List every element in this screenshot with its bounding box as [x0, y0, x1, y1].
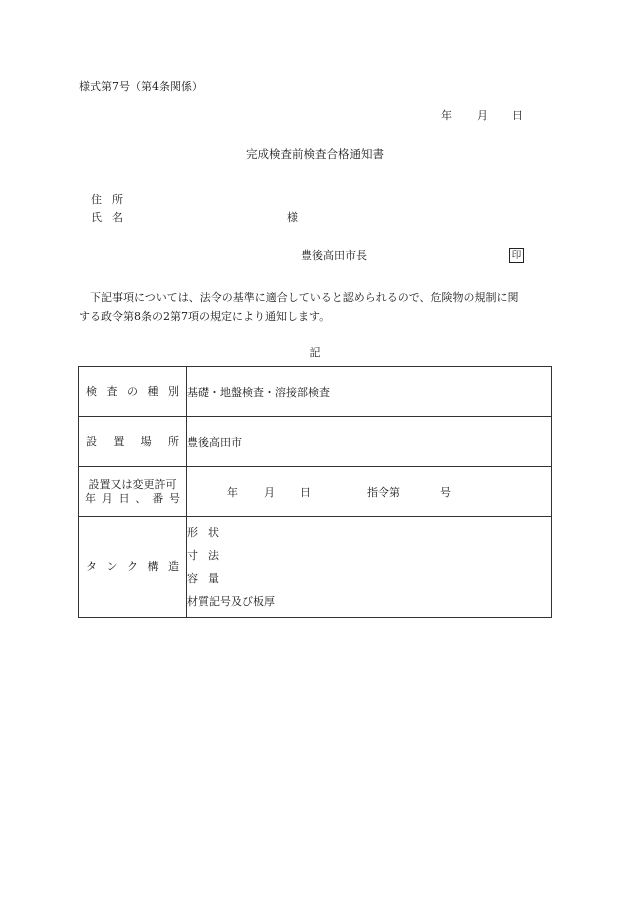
label-char: 月: [101, 491, 113, 505]
value-inspection-type: 基礎・地盤検査・溶接部検査: [187, 367, 552, 417]
label-char: の: [127, 384, 138, 398]
label-char: 所: [167, 434, 179, 448]
label-char: 査: [106, 384, 118, 398]
label-char: 種: [147, 384, 159, 398]
inspection-table: [78, 366, 552, 618]
label-char: 日: [118, 491, 130, 505]
permit-year: 年: [227, 486, 238, 499]
label-char: ク: [127, 560, 138, 573]
label-char: 検: [86, 384, 97, 398]
table-row-location: [79, 417, 552, 467]
label-char: 号: [168, 491, 180, 505]
label-location: [79, 417, 187, 467]
table-row-tank-structure: [79, 517, 552, 618]
form-number: 様式第7号（第4条関係）: [79, 80, 203, 93]
name-label: 氏名: [91, 211, 133, 224]
seal-mark: 印: [509, 248, 524, 263]
label-char: ン: [106, 560, 118, 573]
label-char: 設: [86, 434, 97, 448]
permit-number-suffix: 号: [440, 486, 451, 499]
date-day: 日: [512, 109, 523, 122]
table-row-permit: [79, 467, 552, 517]
address-label: 住所: [91, 193, 133, 206]
label-permit: [79, 467, 187, 517]
permit-day: 日: [300, 486, 311, 499]
value-permit: [187, 467, 552, 517]
label-char: タ: [86, 560, 97, 573]
value-tank-structure: [187, 517, 552, 618]
issuer-name: 豊後高田市長: [301, 249, 367, 262]
label-char: 、: [135, 491, 147, 505]
body-line-2: する政令第8条の2第7項の規定により通知します。: [79, 310, 331, 323]
label-char: 別: [168, 384, 179, 398]
date-month: 月: [477, 109, 488, 122]
tank-item-material: 材質記号及び板厚: [187, 595, 275, 608]
document-title: 完成検査前検査合格通知書: [246, 147, 384, 161]
honorific: 様: [287, 211, 298, 224]
label-permit-line2: [79, 492, 186, 506]
label-char: 構: [147, 560, 159, 573]
label-char: 年: [85, 491, 96, 505]
label-char: 置: [113, 434, 125, 448]
ki-heading: 記: [309, 346, 321, 359]
label-char: 番: [152, 491, 164, 505]
value-location: 豊後高田市: [187, 417, 552, 467]
date-year: 年: [441, 109, 452, 122]
label-tank-structure: [79, 517, 187, 618]
table-row-inspection-type: [79, 367, 552, 417]
label-char: 場: [140, 434, 152, 448]
permit-order-prefix: 指令第: [367, 486, 400, 499]
tank-item-shape: 形状: [187, 526, 229, 539]
body-line-1: 下記事項については、法令の基準に適合していると認められるので、危険物の規制に関: [90, 291, 519, 304]
label-char: 造: [168, 560, 179, 573]
body-paragraph: [79, 288, 553, 326]
tank-item-dimensions: 寸法: [187, 549, 229, 562]
tank-item-capacity: 容量: [187, 572, 229, 585]
label-inspection-type: [79, 367, 187, 417]
permit-month: 月: [264, 486, 275, 499]
label-permit-line1: 設置又は変更許可: [88, 477, 177, 491]
